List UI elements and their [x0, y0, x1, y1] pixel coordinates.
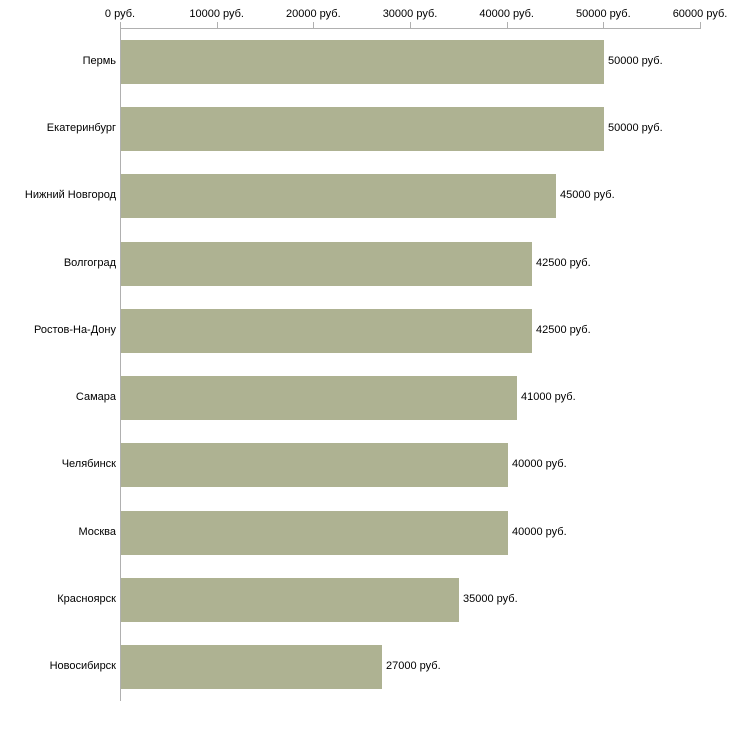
x-axis-tick-label: 60000 руб.	[672, 8, 728, 20]
bar[interactable]	[121, 174, 556, 218]
category-label: Волгоград	[63, 256, 116, 269]
bar[interactable]	[121, 511, 508, 555]
category-label: Красноярск	[57, 593, 116, 606]
x-axis-tick-label: 30000 руб.	[382, 8, 438, 20]
category-label: Пермь	[82, 54, 116, 67]
x-axis-tick	[700, 22, 701, 28]
bar-value-label: 42500 руб.	[536, 323, 591, 336]
x-axis-tick-label: 20000 руб.	[286, 8, 341, 20]
category-label: Ростов-На-Дону	[33, 323, 116, 336]
x-axis-tick-label: 10000 руб.	[189, 8, 244, 20]
bar-value-label: 42500 руб.	[536, 256, 591, 269]
bar-value-label: 40000 руб.	[512, 525, 567, 538]
bar-value-label: 50000 руб.	[608, 121, 663, 134]
bar-value-label: 27000 руб.	[386, 660, 441, 673]
x-axis-tick	[507, 22, 508, 28]
bar-value-label: 35000 руб.	[463, 593, 518, 606]
bar[interactable]	[121, 443, 508, 487]
category-label: Самара	[75, 391, 116, 404]
bar[interactable]	[121, 309, 532, 353]
bar[interactable]	[121, 40, 604, 84]
x-axis-tick-label: 50000 руб.	[576, 8, 631, 20]
x-axis-tick	[217, 22, 218, 28]
x-axis-tick	[603, 22, 604, 28]
x-axis-tick-label: 40000 руб.	[479, 8, 534, 20]
bar-value-label: 40000 руб.	[512, 458, 567, 471]
bar[interactable]	[121, 645, 382, 689]
category-label: Екатеринбург	[46, 121, 116, 134]
category-label: Москва	[78, 525, 116, 538]
category-label: Новосибирск	[49, 660, 116, 673]
bar[interactable]	[121, 242, 532, 286]
bar-value-label: 50000 руб.	[608, 54, 663, 67]
bar[interactable]	[121, 578, 459, 622]
x-axis-line	[120, 28, 701, 29]
x-axis-tick-label: 0 руб.	[104, 8, 136, 20]
bar[interactable]	[121, 107, 604, 151]
bar[interactable]	[121, 376, 517, 420]
x-axis-tick	[120, 22, 121, 28]
bar-value-label: 41000 руб.	[521, 391, 576, 404]
category-label: Нижний Новгород	[24, 189, 116, 202]
x-axis-tick	[410, 22, 411, 28]
category-label: Челябинск	[61, 458, 116, 471]
bar-value-label: 45000 руб.	[560, 189, 615, 202]
x-axis-tick	[313, 22, 314, 28]
